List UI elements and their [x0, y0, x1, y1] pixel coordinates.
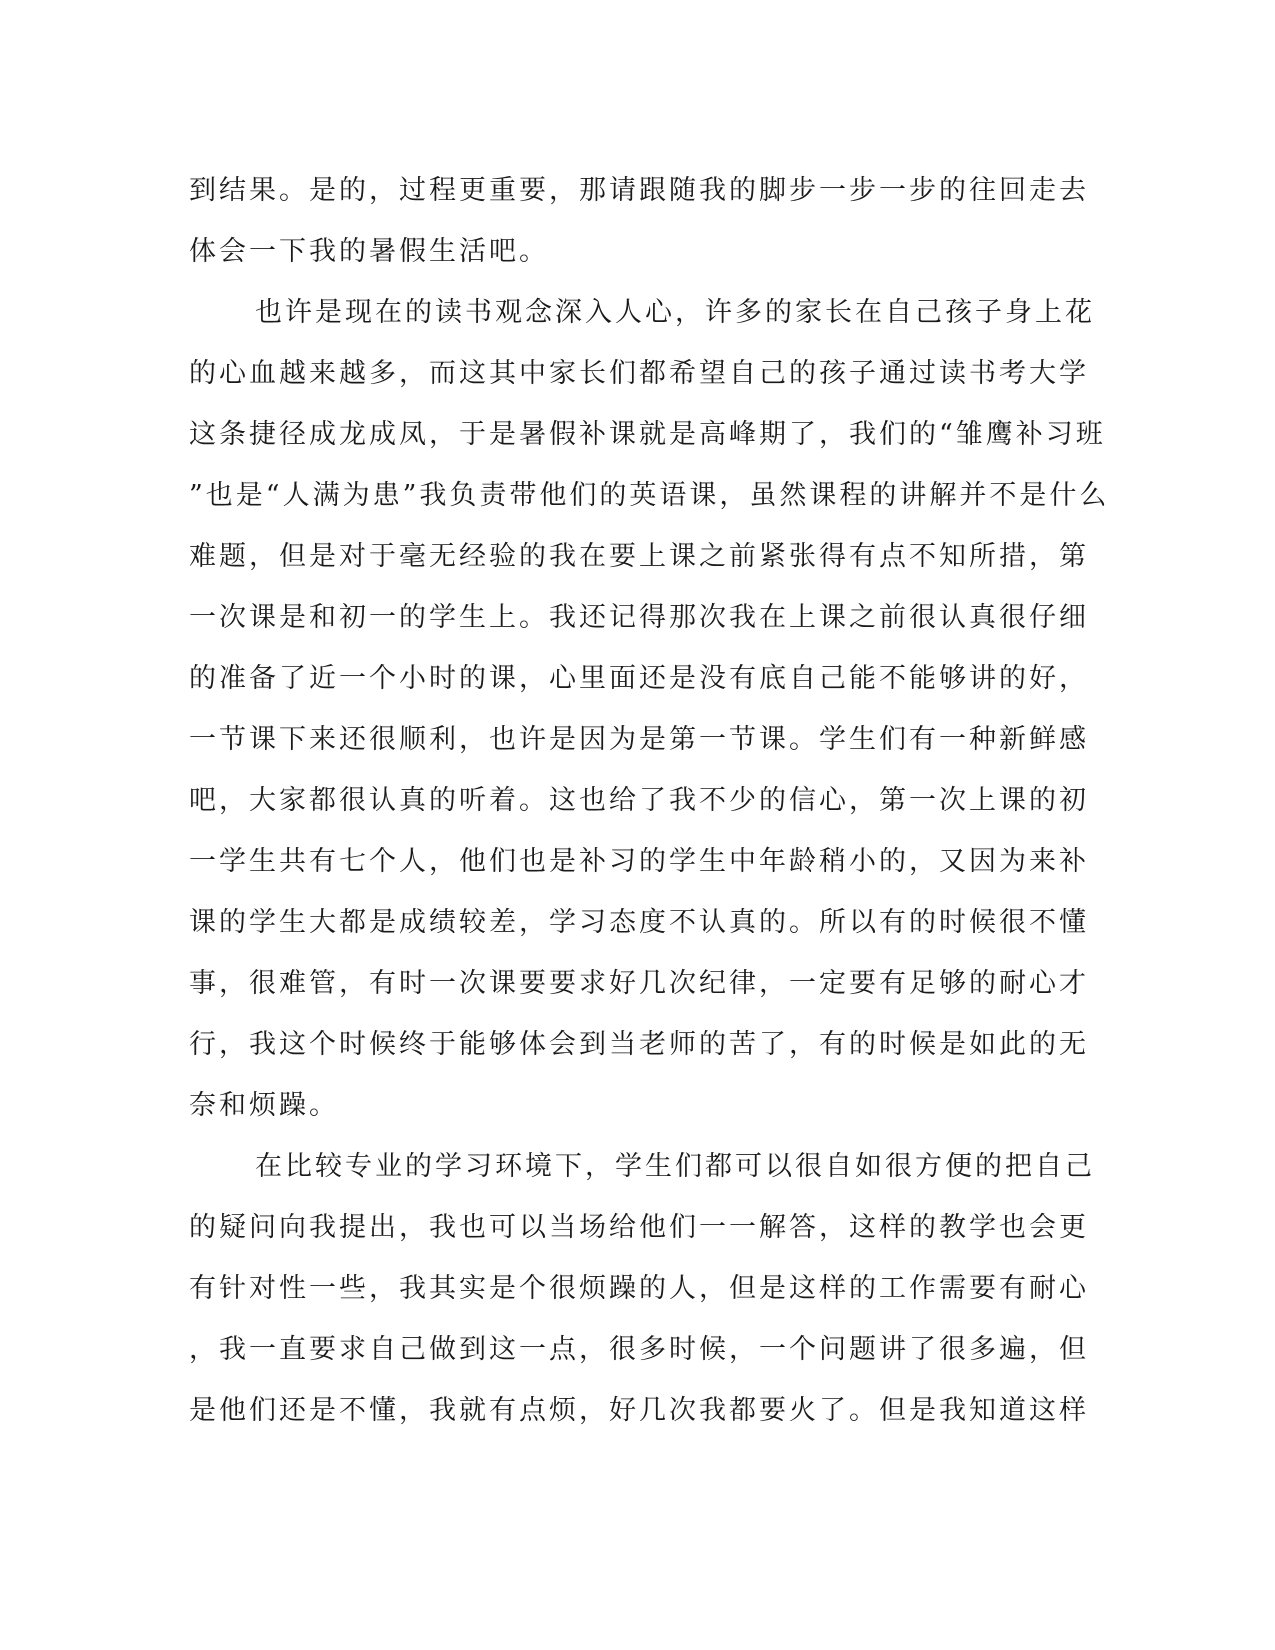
text-line: 体会一下我的暑假生活吧。: [189, 236, 549, 267]
text-line: 是他们还是不懂，我就有点烦，好几次我都要火了。但是我知道这样: [189, 1395, 1089, 1426]
paragraph-first-line: 在比较专业的学习环境下，学生们都可以很自如很方便的把自己: [255, 1151, 1095, 1182]
text-line: 到结果。是的，过程更重要，那请跟随我的脚步一步一步的往回走去: [189, 175, 1089, 206]
text-line: 这条捷径成龙成凤，于是暑假补课就是高峰期了，我们的“雏鹰补习班: [189, 419, 1106, 450]
text-line: 一节课下来还很顺利，也许是因为是第一节课。学生们有一种新鲜感: [189, 724, 1089, 755]
paragraph-first-line: 也许是现在的读书观念深入人心，许多的家长在自己孩子身上花: [255, 297, 1095, 328]
text-line: 难题，但是对于毫无经验的我在要上课之前紧张得有点不知所措，第: [189, 541, 1089, 572]
text-line: 行，我这个时候终于能够体会到当老师的苦了，有的时候是如此的无: [189, 1029, 1089, 1060]
text-line: 课的学生大都是成绩较差，学习态度不认真的。所以有的时候很不懂: [189, 907, 1089, 938]
text-line: 的疑问向我提出，我也可以当场给他们一一解答，这样的教学也会更: [189, 1212, 1089, 1243]
text-line: 一次课是和初一的学生上。我还记得那次我在上课之前很认真很仔细: [189, 602, 1089, 633]
text-line: 的准备了近一个小时的课，心里面还是没有底自己能不能够讲的好，: [189, 663, 1089, 694]
text-line: ，我一直要求自己做到这一点，很多时候，一个问题讲了很多遍，但: [189, 1334, 1089, 1365]
text-line: ”也是“人满为患”我负责带他们的英语课，虽然课程的讲解并不是什么: [189, 480, 1110, 511]
text-line: 一学生共有七个人，他们也是补习的学生中年龄稍小的，又因为来补: [189, 846, 1089, 877]
text-line: 的心血越来越多，而这其中家长们都希望自己的孩子通过读书考大学: [189, 358, 1089, 389]
body-text: [189, 160, 1110, 1441]
text-line: 吧，大家都很认真的听着。这也给了我不少的信心，第一次上课的初: [189, 785, 1089, 816]
text-line: 事，很难管，有时一次课要要求好几次纪律，一定要有足够的耐心才: [189, 968, 1089, 999]
text-line: 奈和烦躁。: [189, 1090, 339, 1121]
text-line: 有针对性一些，我其实是个很烦躁的人，但是这样的工作需要有耐心: [189, 1273, 1089, 1304]
